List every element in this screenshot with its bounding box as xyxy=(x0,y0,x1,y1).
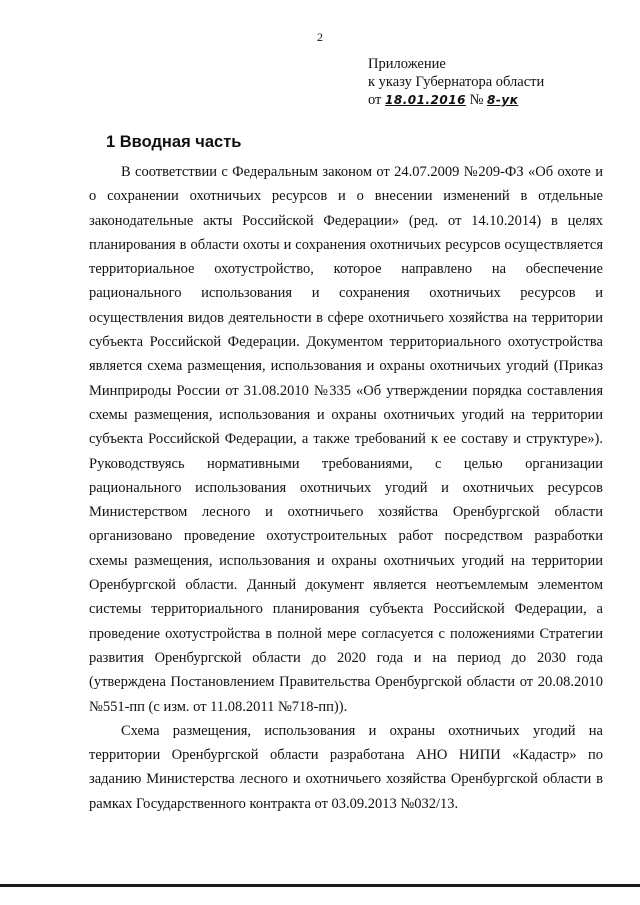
date-prefix: от xyxy=(368,92,382,108)
body-text xyxy=(89,160,603,816)
paragraph-2: Схема размещения, использования и охраны охотничьих угодий на территории Оренбургской области разработана АНО НИПИ «Кадастр» по заданию Министерства лесного и охотничьего хозяйства Оренбургской области в рамках Государственного контракта от 03.09.2013 №032/13. xyxy=(89,722,603,812)
handwritten-date: 18.01.2016 xyxy=(385,93,466,107)
appendix-title: Приложение xyxy=(368,56,446,72)
handwritten-number: 8-ук xyxy=(487,93,519,107)
number-prefix: № xyxy=(469,92,484,108)
page-number: 2 xyxy=(317,30,323,44)
appendix-date-line xyxy=(368,91,544,109)
bottom-rule xyxy=(0,884,640,887)
appendix-decree-reference: к указу Губернатора области xyxy=(368,74,545,90)
section-title: 1 Вводная часть xyxy=(106,133,242,151)
appendix-header xyxy=(368,55,544,109)
paragraph-1: В соответствии с Федеральным законом от 24.07.2009 №209-ФЗ «Об охоте и о сохранении охотничьих ресурсов и о внесении изменений в отдельные законодательные акты Российской Федерации» (ред. от 14.10.2014) в целях планирования в области охоты и сохранения охотничьих ресурсов осуществляется территориальное охотустройство, которое направлено на обеспечение рационального использования и сохранения охотничьих ресурсов и осуществления видов деятельности в сфере охотничьего хозяйства на территории субъекта Российской Федерации. Документом территориального охотустройства является схема размещения, использования и охраны охотничьих угодий (Приказ Минприроды России от 31.08.2010 №335 «Об утверждении порядка составления схемы размещения, использования и охраны охотничьих угодий на территории субъекта Российской Федерации, а также требований к ее составу и структуре»). Руководствуясь нормативными требованиями, с целью организации рационального использования охотничьих угодий и охотничьих ресурсов Министерством лесного и охотничьего хозяйства Оренбургской области организовано проведение охотустроительных работ посредством разработки схемы размещения, использования и охраны охотничьих угодий на территории Оренбургской области. Данный документ является неотъемлемым элементом системы территориального планирования субъекта Российской Федерации, а проведение охотустройства в полной мере согласуется с положениями Стратегии развития Оренбургской области до 2020 года и на период до 2030 года (утверждена Постановлением Правительства Оренбургской области от 20.08.2010 №551-пп (с изм. от 11.08.2011 №718-пп)). xyxy=(89,164,603,715)
